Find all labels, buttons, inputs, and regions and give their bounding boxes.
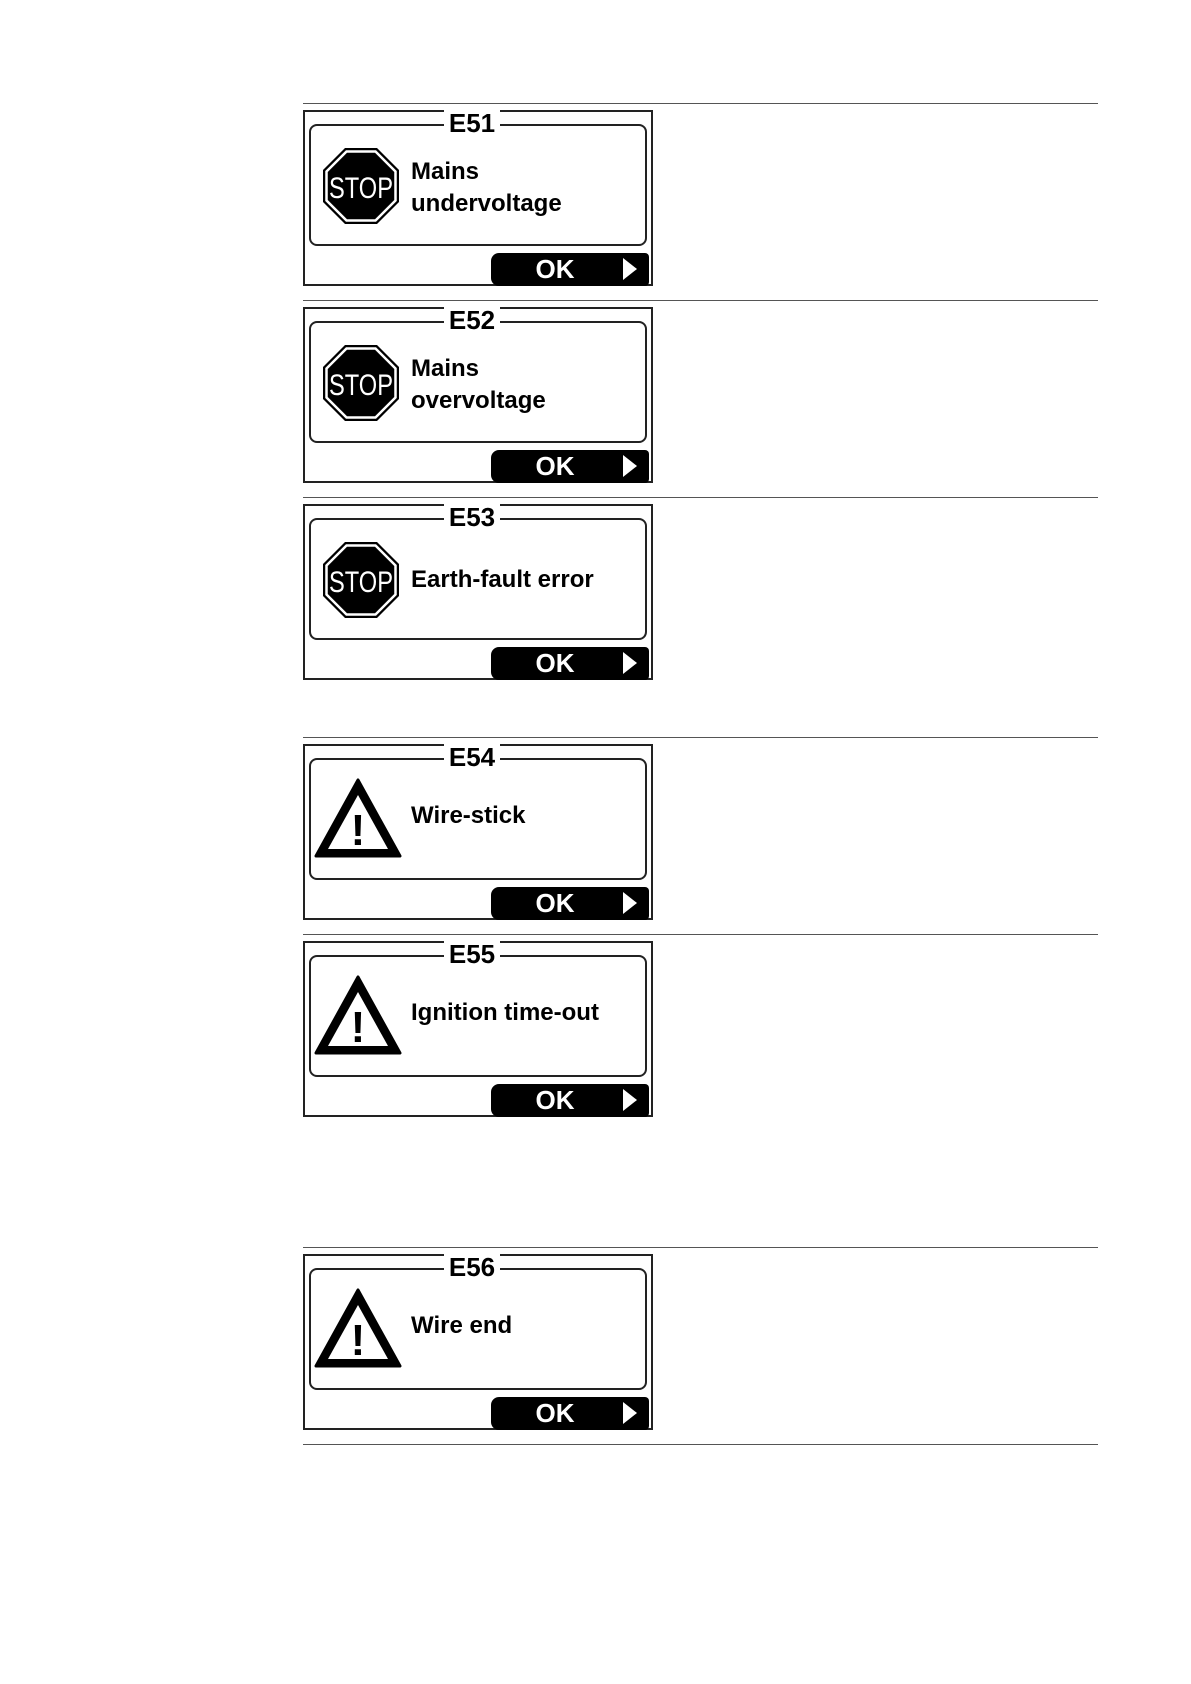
warning-triangle-icon (313, 973, 403, 1057)
message-panel (309, 124, 647, 246)
message-panel (309, 758, 647, 880)
warning-triangle-icon (313, 1286, 403, 1370)
svg-text:STOP: STOP (329, 566, 393, 599)
ok-button[interactable] (491, 647, 649, 680)
divider (303, 1247, 1098, 1248)
error-screen-e53 (303, 504, 653, 680)
divider (303, 300, 1098, 301)
svg-text:!: ! (350, 806, 366, 855)
divider (303, 1444, 1098, 1445)
ok-label: OK (535, 1398, 575, 1428)
ok-label: OK (535, 648, 575, 678)
ok-button[interactable] (491, 887, 649, 920)
error-message: Wire-stick (411, 802, 526, 829)
stop-sign-icon (321, 146, 401, 226)
arrow-right-icon (623, 258, 637, 280)
ok-label: OK (535, 254, 575, 284)
svg-text:!: ! (350, 1003, 366, 1052)
divider (303, 934, 1098, 935)
error-message: Mains overvoltage (411, 355, 546, 414)
arrow-right-icon (623, 652, 637, 674)
error-code: E55 (293, 941, 651, 967)
arrow-right-icon (623, 892, 637, 914)
error-code: E51 (293, 110, 651, 136)
error-message: Earth-fault error (411, 566, 594, 593)
arrow-right-icon (623, 1402, 637, 1424)
svg-text:STOP: STOP (329, 172, 393, 205)
ok-button[interactable] (491, 253, 649, 286)
error-code: E53 (293, 504, 651, 530)
arrow-right-icon (623, 1089, 637, 1111)
message-panel (309, 955, 647, 1077)
divider (303, 737, 1098, 738)
ok-button[interactable] (491, 450, 649, 483)
message-panel (309, 518, 647, 640)
error-screen-e55 (303, 941, 653, 1117)
error-screen-e56 (303, 1254, 653, 1430)
ok-label: OK (535, 451, 575, 481)
svg-text:STOP: STOP (329, 369, 393, 402)
ok-button[interactable] (491, 1084, 649, 1117)
error-message: Ignition time-out (411, 999, 599, 1026)
message-panel (309, 1268, 647, 1390)
stop-sign-icon (321, 540, 401, 620)
svg-text:!: ! (350, 1316, 366, 1365)
error-code: E52 (293, 307, 651, 333)
divider (303, 497, 1098, 498)
message-panel (309, 321, 647, 443)
error-code: E56 (293, 1254, 651, 1280)
error-screen-e54 (303, 744, 653, 920)
error-message: Wire end (411, 1312, 513, 1339)
arrow-right-icon (623, 455, 637, 477)
error-code: E54 (293, 744, 651, 770)
warning-triangle-icon (313, 776, 403, 860)
stop-sign-icon (321, 343, 401, 423)
ok-button[interactable] (491, 1397, 649, 1430)
divider (303, 103, 1098, 104)
ok-label: OK (535, 888, 575, 918)
error-screen-e51 (303, 110, 653, 286)
ok-label: OK (535, 1085, 575, 1115)
error-message: Mains undervoltage (411, 158, 562, 217)
error-screen-e52 (303, 307, 653, 483)
